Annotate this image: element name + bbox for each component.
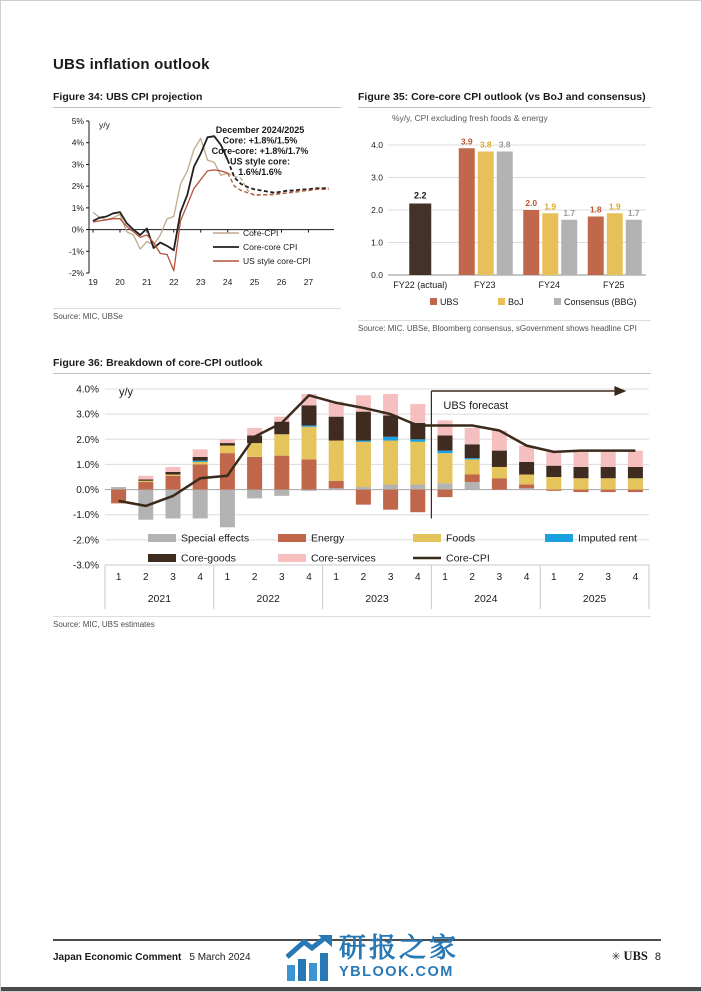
ubs-keys-icon: ✳	[611, 951, 621, 963]
svg-text:1.6%/1.6%: 1.6%/1.6%	[238, 167, 282, 177]
figure35-subtitle: %y/y, CPI excluding fresh foods & energy	[392, 113, 548, 123]
svg-text:3: 3	[170, 572, 176, 583]
svg-text:1.9: 1.9	[608, 201, 621, 212]
svg-text:4.0%: 4.0%	[76, 384, 99, 396]
svg-text:0.0%: 0.0%	[76, 485, 99, 497]
svg-text:3: 3	[496, 572, 503, 583]
svg-text:US style core:: US style core:	[229, 156, 291, 167]
svg-text:Core-CPI: Core-CPI	[446, 552, 490, 565]
svg-text:4: 4	[632, 572, 639, 583]
svg-text:1.7: 1.7	[563, 207, 576, 218]
svg-text:2: 2	[578, 572, 584, 583]
svg-text:2: 2	[251, 572, 258, 583]
footer-doc-title: Japan Economic Comment	[53, 952, 182, 963]
svg-text:FY25: FY25	[602, 280, 625, 290]
svg-text:2: 2	[469, 572, 475, 583]
core-core-cpi-outlook-chart	[358, 125, 651, 317]
svg-text:0%: 0%	[71, 224, 84, 235]
page-bottom-edge	[1, 987, 701, 991]
svg-text:UBS: UBS	[440, 297, 459, 307]
svg-text:4.0: 4.0	[371, 140, 383, 150]
svg-text:y/y: y/y	[119, 386, 134, 399]
svg-text:3.0: 3.0	[371, 172, 383, 183]
svg-text:FY24: FY24	[538, 280, 561, 290]
ubs-wordmark: UBS	[623, 949, 648, 963]
svg-text:1: 1	[115, 572, 122, 583]
svg-text:Core-CPI: Core-CPI	[243, 228, 279, 238]
svg-text:1.0: 1.0	[371, 237, 383, 248]
svg-text:24: 24	[222, 277, 233, 287]
svg-text:1: 1	[224, 572, 231, 583]
page-title: UBS inflation outlook	[53, 56, 210, 73]
svg-text:UBS forecast: UBS forecast	[443, 400, 509, 412]
svg-text:1: 1	[442, 572, 448, 583]
svg-text:5%: 5%	[71, 116, 84, 126]
svg-text:1: 1	[551, 572, 557, 583]
svg-text:2: 2	[143, 572, 149, 583]
svg-text:December 2024/2025: December 2024/2025	[215, 125, 305, 135]
figure34-caption: Figure 34: UBS CPI projection	[53, 91, 341, 108]
svg-text:4%: 4%	[71, 137, 84, 148]
figure36-caption: Figure 36: Breakdown of core-CPI outlook	[53, 357, 651, 374]
watermark-en-text: YBLOOK.COM	[339, 964, 454, 980]
page-number: 8	[654, 951, 661, 963]
svg-text:4: 4	[306, 572, 312, 583]
figure35-source: Source: MIC. UBSe, Bloomberg consensus, sGovernment shows headline CPI	[358, 320, 651, 333]
svg-text:2.0%: 2.0%	[76, 434, 99, 446]
svg-text:2025: 2025	[582, 593, 607, 605]
figure36-source: Source: MIC, UBS estimates	[53, 616, 651, 629]
svg-text:3.8: 3.8	[479, 139, 492, 150]
svg-text:1.9: 1.9	[544, 201, 557, 212]
svg-text:3: 3	[279, 572, 285, 583]
svg-text:-1%: -1%	[68, 246, 84, 257]
svg-text:4: 4	[197, 572, 203, 583]
svg-text:-1.0%: -1.0%	[72, 510, 99, 522]
svg-text:2022: 2022	[256, 593, 280, 605]
svg-text:1.0%: 1.0%	[76, 459, 99, 471]
svg-text:-3.0%: -3.0%	[72, 560, 99, 572]
svg-text:US style core-CPI: US style core-CPI	[243, 256, 311, 266]
svg-text:1: 1	[333, 572, 339, 583]
ubs-cpi-projection-chart	[53, 113, 341, 305]
svg-text:1.8: 1.8	[589, 204, 602, 215]
svg-text:2.0: 2.0	[371, 205, 383, 215]
svg-text:2023: 2023	[365, 593, 389, 605]
svg-text:1.7: 1.7	[627, 207, 640, 218]
figure-34	[53, 91, 341, 333]
svg-text:Core-core: +1.8%/1.7%: Core-core: +1.8%/1.7%	[211, 146, 309, 156]
svg-text:27: 27	[303, 277, 314, 287]
svg-text:3: 3	[605, 572, 611, 583]
svg-text:19: 19	[88, 277, 98, 287]
svg-text:26: 26	[276, 277, 287, 287]
svg-text:22: 22	[169, 277, 179, 287]
svg-text:Core-core CPI: Core-core CPI	[243, 242, 298, 252]
svg-text:2.2: 2.2	[413, 190, 427, 201]
svg-text:Imputed rent: Imputed rent	[578, 532, 637, 545]
svg-text:4: 4	[523, 572, 530, 583]
svg-text:2021: 2021	[147, 593, 172, 605]
svg-text:2024: 2024	[474, 593, 498, 605]
svg-text:3.8: 3.8	[498, 139, 511, 150]
svg-text:FY22 (actual): FY22 (actual)	[393, 280, 448, 290]
svg-text:23: 23	[195, 277, 206, 287]
watermark-cn-text: 研报之家	[339, 933, 459, 963]
svg-text:3.0%: 3.0%	[76, 409, 99, 421]
svg-text:Core-goods: Core-goods	[181, 552, 236, 565]
svg-text:25: 25	[249, 277, 260, 287]
svg-text:2: 2	[360, 572, 367, 583]
svg-text:3: 3	[387, 572, 394, 583]
svg-text:BoJ: BoJ	[508, 297, 524, 307]
svg-text:y/y: y/y	[99, 120, 110, 130]
svg-text:1%: 1%	[71, 202, 84, 213]
figure-35	[358, 91, 651, 333]
figure35-caption: Figure 35: Core-core CPI outlook (vs BoJ and consensus)	[358, 91, 651, 108]
figure34-source: Source: MIC, UBSe	[53, 308, 341, 321]
svg-text:21: 21	[142, 277, 152, 287]
svg-text:Foods: Foods	[446, 532, 476, 545]
core-cpi-breakdown-chart	[53, 379, 651, 613]
svg-text:0.0: 0.0	[371, 270, 383, 280]
svg-text:2%: 2%	[71, 181, 84, 192]
svg-text:Special effects: Special effects	[181, 532, 250, 545]
figure-36	[53, 357, 651, 629]
svg-text:-2%: -2%	[68, 268, 84, 278]
svg-text:3%: 3%	[71, 159, 84, 170]
svg-text:3.9: 3.9	[460, 136, 473, 147]
watermark	[286, 935, 459, 981]
svg-text:Core: +1.8%/1.5%: Core: +1.8%/1.5%	[222, 135, 298, 146]
watermark-chart-icon	[286, 935, 332, 981]
svg-text:Core-services: Core-services	[311, 552, 376, 565]
svg-text:-2.0%: -2.0%	[72, 535, 99, 547]
svg-text:20: 20	[115, 277, 125, 287]
svg-text:Consensus (BBG): Consensus (BBG)	[564, 297, 637, 307]
svg-text:Energy: Energy	[311, 532, 345, 545]
figures-row	[53, 91, 649, 333]
svg-text:2.0: 2.0	[525, 198, 538, 208]
svg-text:4: 4	[415, 572, 421, 583]
footer-date: 5 March 2024	[189, 952, 251, 963]
svg-text:FY23: FY23	[473, 280, 496, 290]
